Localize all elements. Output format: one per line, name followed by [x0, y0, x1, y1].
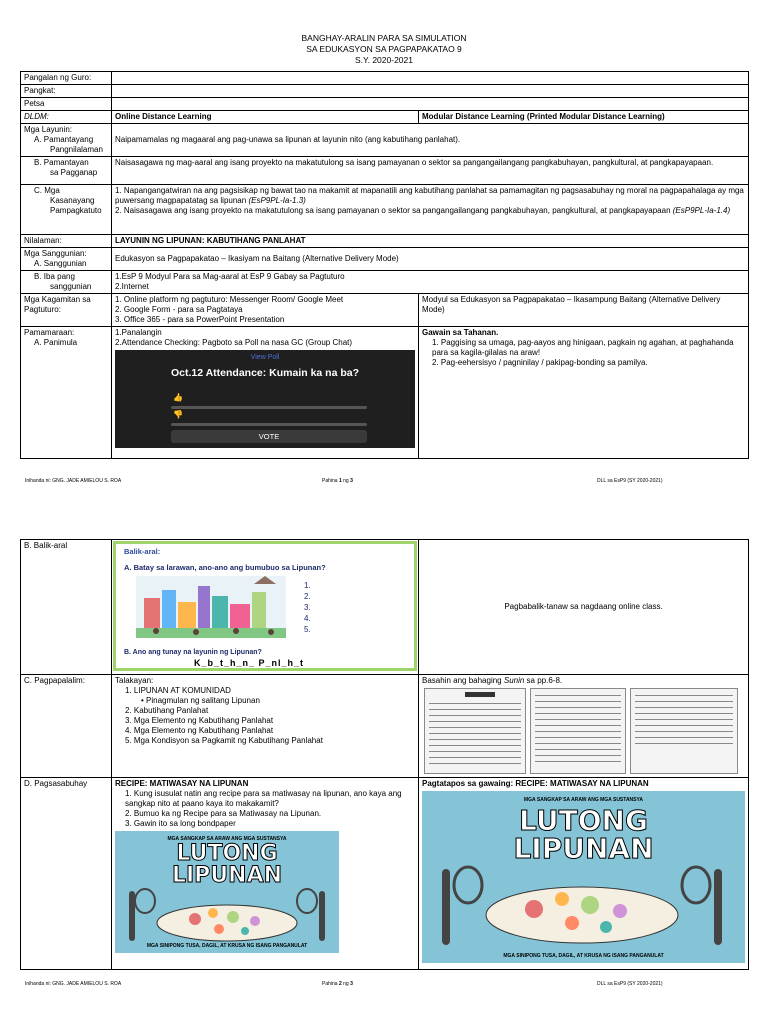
poster-food-illustration [115, 887, 339, 947]
kagamitan-online-2: 2. Google Form - para sa Pagtataya [115, 305, 243, 314]
panimula-item-1: 1.Panalangin [115, 328, 162, 337]
balik-num-4: 4. [304, 614, 311, 623]
poster-title-1: LUTONG [176, 841, 278, 866]
page-thumb-line [535, 749, 621, 750]
dldm-label: DLDM: [21, 111, 112, 124]
kasanayan-text [112, 185, 749, 235]
header-line-3: S.Y. 2020-2021 [355, 55, 413, 65]
module-page-thumb-1 [424, 688, 526, 774]
page-label: Pahina [322, 478, 339, 484]
module-page-thumbnails [422, 686, 745, 776]
recipe-online-cell [112, 778, 419, 970]
kagamitan-label-line1: Mga Kagamitan sa [24, 295, 91, 304]
module-page-thumb-3 [630, 688, 738, 774]
document-header [0, 33, 768, 66]
lesson-plan-table-page1 [20, 71, 749, 459]
page-thumb-line [635, 701, 733, 702]
panimula-online [112, 327, 419, 459]
page-current: 1 [338, 478, 342, 484]
lutong-lipunan-poster-small [115, 831, 339, 953]
lutong-lipunan-poster-large [422, 791, 745, 963]
poster-title-1: LUTONG [519, 804, 648, 837]
page-thumb-line [635, 719, 733, 720]
gawain-item-2: 2. Pag-eehersisyo / pagninilay / pakipag-bonding sa pamilya. [432, 358, 648, 367]
pamantayan-pagganap-label [21, 157, 112, 185]
pagsasabuhay-label: D. Pagsasabuhay [21, 778, 112, 970]
iba-label-line2: sanggunian [50, 282, 92, 291]
page-thumb-line [535, 719, 621, 720]
recipe-title: RECIPE: MATIWASAY NA LIPUNAN [115, 779, 249, 788]
thumbs-down-icon: 👎 [173, 410, 183, 419]
talakayan-item-1: 1. LIPUNAN AT KOMUNIDAD [125, 686, 231, 695]
page-thumb-line [429, 745, 521, 746]
pamamaraan-label [21, 327, 112, 459]
page-thumb-line [429, 751, 521, 752]
page-thumb-line [429, 739, 521, 740]
modular-column-header: Modular Distance Learning (Printed Modular Distance Learning) [419, 111, 749, 124]
header-line-2: SA EDUKASYON SA PAGPAPAKATAO 9 [306, 44, 462, 54]
poster-footer: MGA SINIPONG TUSA, DAGIL, AT KRUSA NG ISANG PANGANULAT [503, 953, 664, 959]
balik-num-1: 1. [304, 581, 311, 590]
c-label-line3: Pampagkatuto [50, 206, 102, 215]
dll-label: DLL sa EsP9 (SY 2020-2021) [597, 981, 663, 987]
iba-label-line1: B. Iba pang [34, 272, 75, 281]
poster-footer: MGA SINIPONG TUSA, DAGIL, AT KRUSA NG ISANG PANGANULAT [146, 943, 308, 949]
gawain-item-1: 1. Paggising sa umaga, pag-aayos ang hinigaan, pagkain ng agahan, at paghahanda para sa kagila-gilalas na araw! [432, 338, 734, 357]
page-thumb-line [429, 709, 521, 710]
community-illustration [136, 576, 286, 638]
page-thumb-header [465, 692, 495, 697]
guro-value[interactable] [112, 72, 749, 85]
iba-pang-sanggunian-label [21, 271, 112, 294]
talakayan-item-2: 2. Kabutihang Panlahat [125, 706, 209, 715]
page-thumb-line [635, 731, 733, 732]
module-page-thumb-2 [530, 688, 626, 774]
poster-subtitle: MGA SANGKAP SA ARAW ANG MGA SUSTANSYA [524, 797, 643, 803]
sanggunian-text: Edukasyon sa Pagpapakatao – Ikasiyam na Baitang (Alternative Delivery Mode) [112, 248, 749, 271]
basahin-pre: Basahin ang bahaging [422, 676, 504, 685]
gawain-sa-tahanan [419, 327, 749, 459]
panimula-label: A. Panimula [34, 338, 78, 347]
kasanayan-item-1-text: 1. Napangangatwiran na ang pagsisikap ng bawat tao na makamit at mapanatili ang kabutihang panlahat sa pamamagitan ng pagsasabuhay ng moral na pagpapahalaga ay mga puwersang magpapatatag sa lipunan [115, 186, 744, 205]
poster-subtitle: MGA SANGKAP SA ARAW ANG MGA SUSTANSYA [167, 836, 287, 842]
kagamitan-online-3: 3. Office 365 - para sa PowerPoint Presentation [115, 315, 285, 324]
balik-num-2: 2. [304, 592, 311, 601]
page-thumb-line [635, 707, 733, 708]
page-thumb-line [535, 755, 621, 756]
petsa-label: Petsa [21, 98, 112, 111]
pamantayan-pagganap-text: Naisasagawa ng mag-aaral ang isang proyekto na makatutulong sa isang pamayanan o sektor sa pangangailangang pangkabuhayan, pangkultural, at pangkapayapaan. [112, 157, 749, 185]
kagamitan-label [21, 294, 112, 327]
page-thumb-line [429, 757, 521, 758]
page-current: 2 [338, 981, 342, 987]
page-thumb-line [635, 713, 733, 714]
iba-item-2: 2.Internet [115, 282, 149, 291]
page-thumb-line [535, 737, 621, 738]
pamantayang-pangnilalaman-text: Naipamamalas ng magaaral ang pag-unawa sa lipunan at layunin nito (ang kabutihang panlahat). [112, 124, 749, 157]
page-thumb-line [635, 737, 733, 738]
prepared-by: Inihanda ni: GNG. JADE AMIELOU S. ROA [25, 478, 122, 484]
talakayan-heading: Talakayan: [115, 676, 154, 685]
page-thumb-line [535, 701, 621, 702]
page-label: Pahina [322, 981, 339, 987]
lesson-plan-table-page2 [20, 539, 749, 970]
petsa-value[interactable] [112, 98, 749, 111]
recipe-item-1: 1. Kung isusulat natin ang recipe para sa matiwasay na lipunan, ano kaya ang sangkap nito at paano kaya ito makakamit? [125, 789, 402, 808]
pagtatapos-title: Pagtatapos sa gawaing: RECIPE: MATIWASAY NA LIPUNAN [422, 779, 649, 788]
panimula-item-2: 2.Attendance Checking: Pagboto sa Poll na nasa GC (Group Chat) [115, 338, 353, 347]
poll-vote-button: VOTE [171, 430, 367, 443]
iba-item-1: 1.EsP 9 Modyul Para sa Mag-aaral at EsP 9 Gabay sa Pagtuturo [115, 272, 345, 281]
kasanayan-item-1-code: (EsP9PL-Ia-1.3) [248, 196, 306, 205]
b-label-line1: B. Pamantayan [34, 158, 89, 167]
pagpapalalim-label: C. Pagpapalalim: [21, 675, 112, 778]
a-label-line1: A. Pamantayang [34, 135, 94, 144]
iba-pang-sanggunian-text [112, 271, 749, 294]
page-number-1 [322, 478, 353, 484]
kasanayan-label [21, 185, 112, 235]
sanggunian-a-label: A. Sanggunian [34, 259, 87, 268]
page-thumb-line [429, 733, 521, 734]
page-total: 3 [350, 981, 353, 987]
page-thumb-line [429, 763, 521, 764]
talakayan-item-3: 3. Mga Elemento ng Kabutihang Panlahat [125, 716, 274, 725]
layunin-a-label [21, 124, 112, 157]
basahin-post: sa pp.6-8. [524, 676, 563, 685]
page-of: ng [341, 478, 351, 484]
balik-aral-title: Balik-aral: [124, 547, 161, 556]
page-total: 3 [350, 478, 353, 484]
poster-food-illustration [422, 863, 742, 959]
talakayan-item-1a: • Pinagmulan ng salitang Lipunan [141, 696, 260, 705]
page-thumb-line [429, 703, 521, 704]
kagamitan-online-1: 1. Online platform ng pagtuturo: Messenger Room/ Google Meet [115, 295, 344, 304]
dll-label: DLL sa EsP9 (SY 2020-2021) [597, 478, 663, 484]
balik-aral-online [112, 540, 419, 675]
page-of: ng [341, 981, 351, 987]
talakayan-item-5: 5. Mga Kondisyon sa Pagkamit ng Kabutihang Panlahat [125, 736, 323, 745]
kasanayan-item-1 [115, 186, 745, 206]
page-thumb-line [429, 715, 521, 716]
page-thumb-line [535, 761, 621, 762]
prepared-by: Inihanda ni: GNG. JADE AMIELOU S. ROA [25, 981, 122, 987]
pangkat-label: Pangkat: [21, 85, 112, 98]
page-thumb-line [535, 725, 621, 726]
page-thumb-line [429, 721, 521, 722]
basahin-sunin: Sunin [503, 676, 525, 685]
page-thumb-line [429, 727, 521, 728]
sanggunian-label [21, 248, 112, 271]
kasanayan-item-2 [115, 206, 745, 216]
attendance-poll-image [115, 350, 415, 448]
page-thumb-line [635, 743, 733, 744]
b-label-line2: sa Pagganap [50, 168, 98, 177]
nilalaman-label: Nilalaman: [21, 235, 112, 248]
balik-aral-label: B. Balik-aral [21, 540, 112, 675]
kagamitan-online [112, 294, 419, 327]
kagamitan-label-line2: Pagtuturo: [24, 305, 61, 314]
nilalaman-text: LAYUNIN NG LIPUNAN: KABUTIHANG PANLAHAT [112, 235, 749, 248]
pagtatapos-cell [419, 778, 749, 970]
pamamaraan-heading: Pamamaraan: [24, 328, 75, 337]
page-thumb-line [535, 743, 621, 744]
pangkat-value[interactable] [112, 85, 749, 98]
poll-option-bar-1 [171, 406, 367, 409]
balik-num-5: 5. [304, 625, 311, 634]
layunin-heading: Mga Layunin: [24, 125, 73, 134]
sanggunian-heading: Mga Sanggunian: [24, 249, 87, 258]
online-column-header: Online Distance Learning [112, 111, 419, 124]
page-thumb-line [635, 695, 733, 696]
page-thumb-line [535, 731, 621, 732]
poster-title-2: LIPUNAN [513, 832, 654, 865]
poll-question: Oct.12 Attendance: Kumain ka na ba? [170, 367, 360, 379]
balik-aral-image [113, 541, 417, 671]
basahin-cell [419, 675, 749, 778]
recipe-item-2: 2. Bumuo ka ng Recipe para sa Matiwasay na Lipunan. [125, 809, 322, 818]
a-label-line2: Pangnilalaman [50, 145, 103, 154]
poster-title-2: LIPUNAN [171, 863, 283, 888]
balik-answer-list [304, 580, 311, 635]
page-thumb-line [635, 725, 733, 726]
page-thumb-line [535, 707, 621, 708]
view-poll-link: View Poll [250, 354, 280, 361]
basahin-text [422, 676, 745, 686]
balik-question-a: A. Batay sa larawan, ano-ano ang bumubuo sa Lipunan? [124, 563, 326, 572]
c-label-line1: C. Mga [34, 186, 60, 195]
balik-num-3: 3. [304, 603, 311, 612]
balik-blanks: K_b_t_h_n_ P_nl_h_t [194, 658, 305, 668]
gawain-title: Gawain sa Tahanan. [422, 328, 499, 337]
recipe-item-3: 3. Gawin ito sa long bondpaper [125, 819, 236, 828]
page-number-2 [322, 981, 353, 987]
balik-question-b: B. Ano ang tunay na layunin ng Lipunan? [124, 649, 262, 656]
poll-option-bar-2 [171, 423, 367, 426]
c-label-line2: Kasanayang [50, 196, 95, 205]
page-thumb-line [535, 713, 621, 714]
kasanayan-item-2-code: (EsP9PL-Ia-1.4) [672, 206, 731, 215]
kagamitan-modular: Modyul sa Edukasyon sa Pagpapakatao – Ikasampung Baitang (Alternative Delivery Mode) [419, 294, 749, 327]
talakayan-item-4: 4. Mga Elemento ng Kabutihang Panlahat [125, 726, 274, 735]
guro-label: Pangalan ng Guro: [21, 72, 112, 85]
kasanayan-item-2-text: 2. Naisasagawa ang isang proyekto na makatutulong sa isang pamayanan o sektor sa pangangailangang pangkabuhayan, pangkultural, at pangkapayapaan [115, 206, 671, 215]
thumbs-up-icon: 👍 [173, 393, 183, 402]
talakayan-cell [112, 675, 419, 778]
header-line-1: BANGHAY-ARALIN PARA SA SIMULATION [301, 33, 467, 43]
page-thumb-line [535, 695, 621, 696]
balik-aral-modular: Pagbabalik-tanaw sa nagdaang online class. [419, 540, 749, 675]
